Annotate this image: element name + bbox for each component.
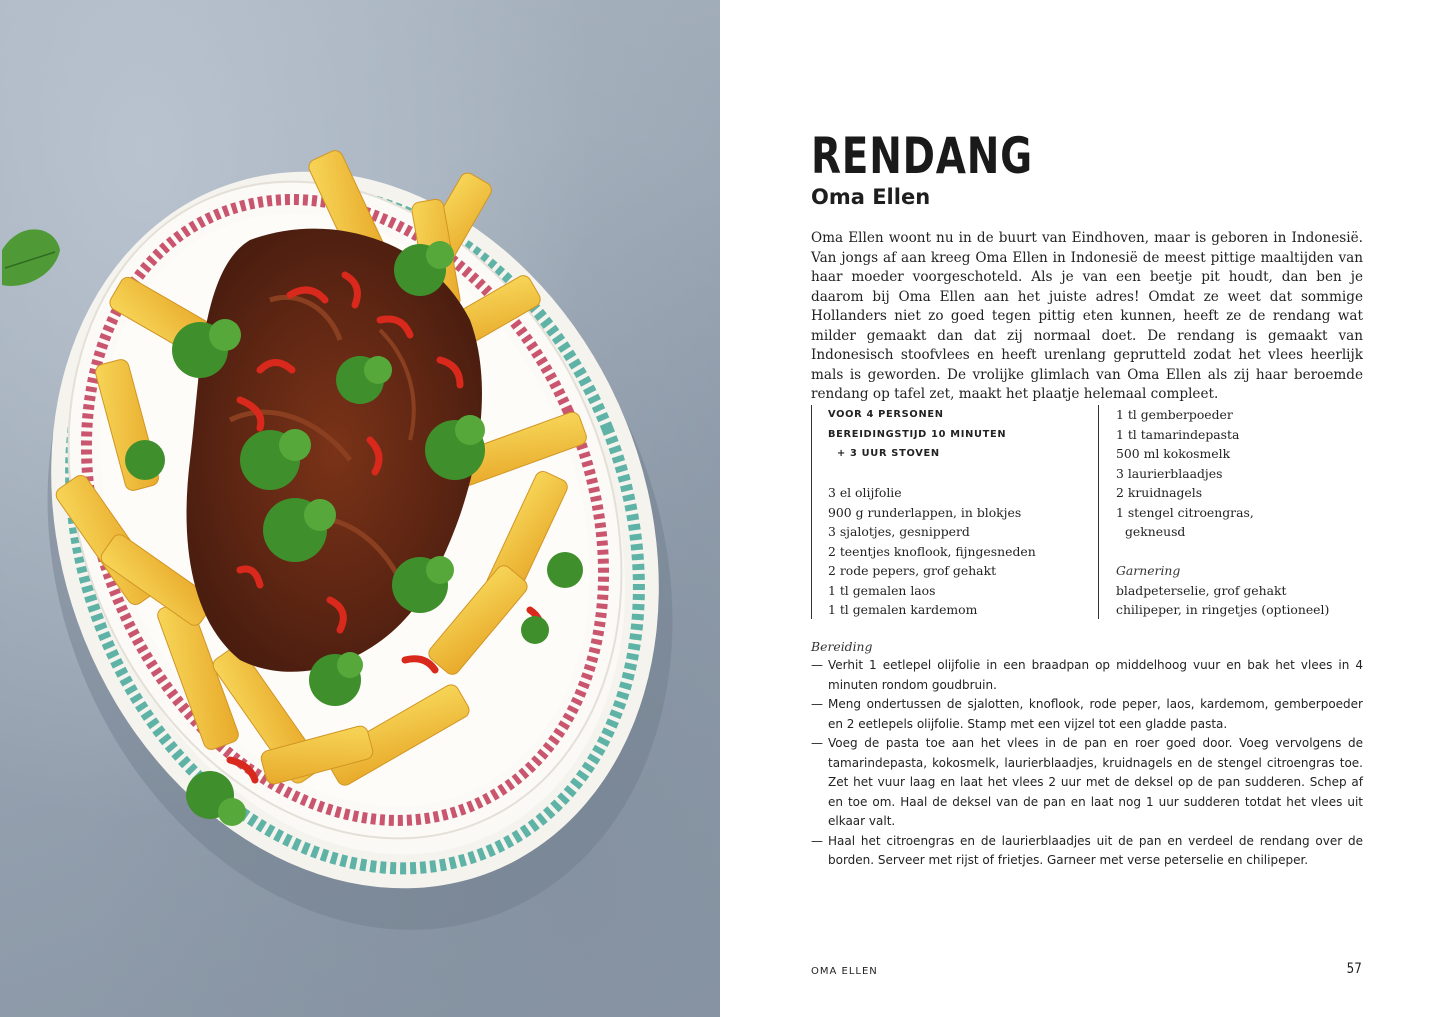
garnish-list — [1116, 581, 1378, 620]
step-text: Meng ondertussen de sjalotten, knoflook, rode peper, laos, kardemom, gemberpoeder en 2 eetlepels olijfolie. Stamp met een vijzel tot een gladde pasta. — [828, 697, 1363, 731]
list-item: 3 el olijfolie — [828, 485, 902, 500]
preparation-heading: Bereiding — [811, 639, 873, 654]
ingredients-column-1 — [811, 405, 1098, 619]
step-text: Verhit 1 eetlepel olijfolie in een braadpan op middelhoog vuur en bak het vlees in 4 minuten rondom goudbruin. — [828, 658, 1363, 692]
dash-marker: — — [811, 658, 823, 672]
list-item: 2 teentjes knoflook, fijngesneden — [828, 543, 1036, 559]
list-item: 3 laurierblaadjes — [1116, 465, 1223, 481]
list-item: 1 tl gemalen kardemom — [828, 602, 978, 617]
dash-marker: — — [811, 697, 823, 711]
dash-marker: — — [811, 833, 823, 848]
list-item: 1 tl gemalen laos — [828, 582, 936, 598]
list-item: bladpeterselie, grof gehakt — [1116, 582, 1287, 598]
list-item: 900 g runderlappen, in blokjes — [828, 504, 1022, 520]
dash-marker: — — [811, 736, 823, 750]
step-item — [811, 832, 1363, 871]
servings: VOOR 4 PERSONEN — [828, 409, 944, 420]
list-item: 2 rode pepers, grof gehakt — [828, 563, 997, 578]
list-item: 500 ml kokosmelk — [1116, 446, 1231, 461]
page-number: 57 — [1346, 961, 1362, 977]
footer-chapter: OMA ELLEN — [811, 966, 878, 977]
recipe-title: RENDANG — [811, 127, 1033, 185]
recipe-subtitle: Oma Ellen — [811, 185, 931, 209]
prep-time: BEREIDINGSTIJD 10 MINUTEN — [828, 428, 1007, 440]
stew-time: + 3 UUR STOVEN — [837, 448, 940, 459]
step-item — [811, 695, 1363, 734]
step-text: Voeg de pasta toe aan het vlees in de pan en roer goed door. Voeg vervolgens de tamarindepasta, kokosmelk, laurierblaadjes, kruidnagels en de stengel citroengras toe. Zet het vuur laag en laat het vlees 2 uur met de deksel op de pan sudderen. Schep af en toe om. Haal de deksel van de pan en laat nog 1 uur sudderen totdat het vlees uit elkaar valt. — [828, 736, 1363, 828]
list-item: chilipeper, in ringetjes (optioneel) — [1116, 602, 1330, 617]
step-item — [811, 656, 1363, 695]
list-item: 1 tl gemberpoeder — [1116, 407, 1233, 422]
step-item — [811, 734, 1363, 832]
list-item: 1 stengel citroengras, — [1116, 504, 1254, 520]
list-item: gekneusd — [1125, 524, 1186, 539]
ingredients-block — [811, 405, 1363, 619]
recipe-page — [720, 0, 1440, 1017]
ingredient-list-1 — [828, 483, 1098, 620]
preparation-steps — [811, 656, 1363, 871]
step-text: Haal het citroengras en de laurierblaadjes uit de pan en verdeel de rendang over de borden. Serveer met rijst of frietjes. Garneer met verse peterselie en chilipeper. — [828, 833, 1363, 867]
list-item: 3 sjalotjes, gesnipperd — [828, 524, 970, 539]
garnish-heading: Garnering — [1116, 563, 1181, 578]
list-item: 2 kruidnagels — [1116, 485, 1203, 500]
cilantro-leaf-loose — [2, 229, 60, 286]
ingredient-list-2 — [1116, 405, 1378, 542]
list-item: 1 tl tamarindepasta — [1116, 426, 1240, 442]
ingredients-column-2 — [1098, 405, 1378, 619]
recipe-intro: Oma Ellen woont nu in de buurt van Eindhoven, maar is geboren in Indonesië. Van jongs af aan kreeg Oma Ellen in Indonesië de meest pittige maaltijden van haar moeder voorgeschoteld. Als je van een beetje pit houdt, dan ben je daarom bij Oma Ellen aan het juiste adres! Omdat ze weet dat sommige Hollanders niet zo goed tegen pittig eten kunnen, heeft ze de rendang wat milder gemaakt dan dat zij normaal doet. De rendang is gemaakt van Indonesisch stoofvlees en heeft urenlang geprutteld zodat het vlees heerlijk mals is geworden. De vrolijke glimlach van Oma Ellen als zij haar beroemde rendang op tafel zet, maakt het plaatje helemaal compleet. — [811, 230, 1363, 402]
